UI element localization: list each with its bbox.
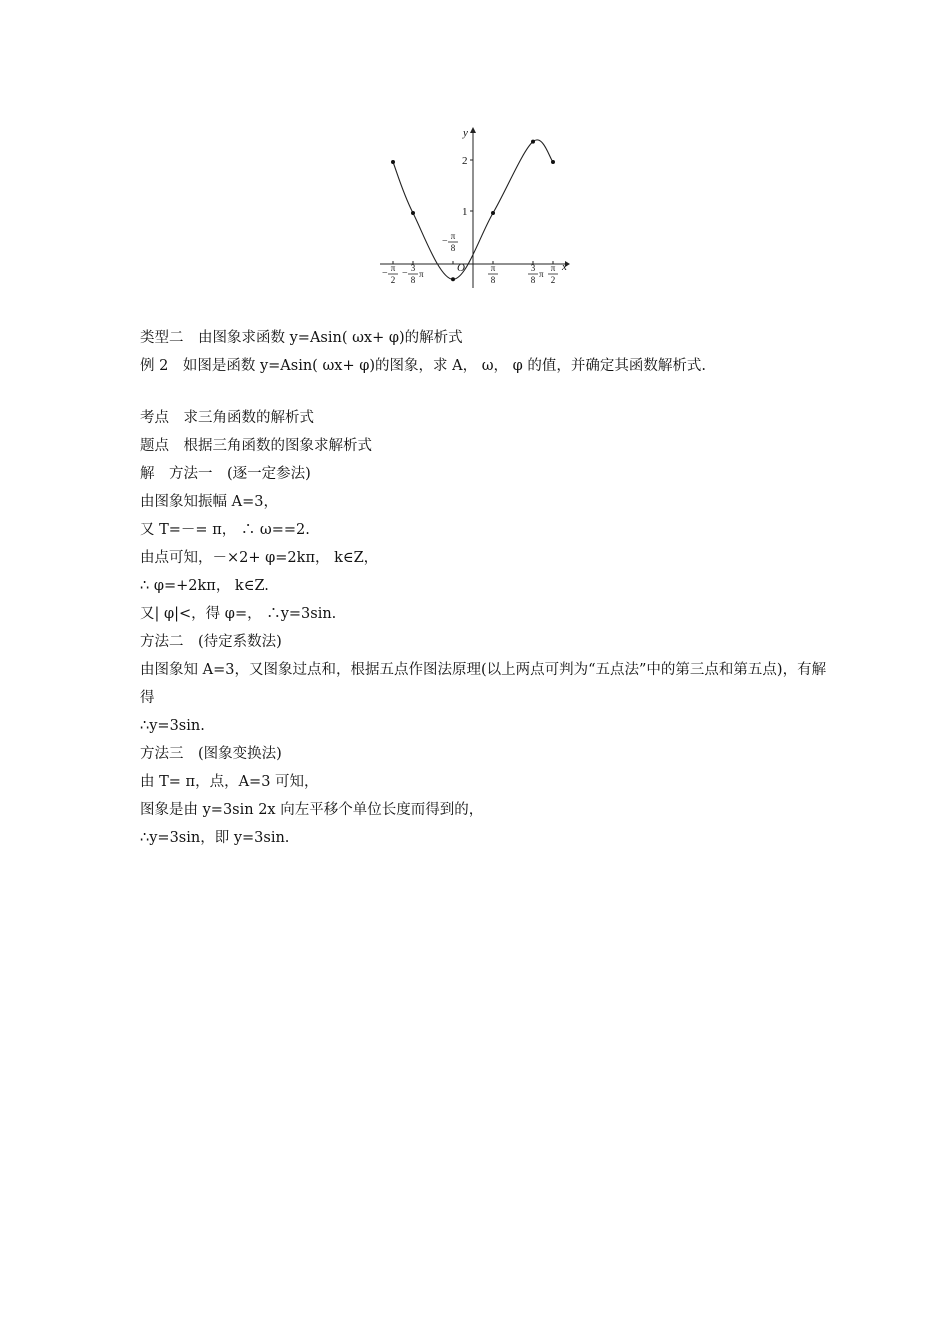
tick-numerator: 3 — [410, 263, 416, 273]
tick-numerator: π — [390, 263, 396, 273]
tick-suffix: π — [539, 269, 544, 279]
solution-line: 又 T=－= π， ∴ ω==2. — [140, 522, 310, 538]
x-axis-label: x — [562, 261, 567, 273]
section-title: 类型二 由图象求函数 y=Asin( ωx+ φ)的解析式 — [140, 330, 463, 346]
solution-line: 图象是由 y=3sin 2x 向左平移个单位长度而得到的， — [140, 802, 484, 818]
solution-method-2-header: 方法二 (待定系数法) — [140, 634, 282, 650]
curve-point — [411, 211, 415, 215]
tick-suffix: π — [419, 269, 424, 279]
curve-point — [451, 277, 455, 281]
x-tick-label — [548, 263, 558, 285]
x-tick-labels — [382, 231, 558, 285]
curve-point — [491, 211, 495, 215]
tick-denominator: 8 — [450, 243, 456, 253]
solution-line: 又| φ|<，得 φ=， ∴y=3sin. — [140, 606, 337, 622]
tick-sign: − — [382, 268, 388, 279]
example-question: 例 2 如图是函数 y=Asin( ωx+ φ)的图象，求 A， ω， φ 的值，并确定其函数解析式. — [140, 358, 707, 374]
kaodian-line: 考点 求三角函数的解析式 — [140, 410, 314, 426]
graph-svg — [370, 118, 585, 293]
solution-method-3-header: 方法三 (图象变换法) — [140, 746, 282, 762]
y-tick-label-1: 1 — [462, 206, 468, 218]
function-graph — [370, 118, 585, 293]
y-tick-label-2: 2 — [462, 155, 468, 167]
tick-sign: − — [402, 268, 408, 279]
solution-line: 由 T= π，点，A=3 可知， — [140, 774, 319, 790]
solution-line: 由图象知 A=3，又图象过点和，根据五点作图法原理(以上两点可判为“五点法”中的第三点和第五点)，有解得 — [140, 662, 827, 706]
x-tick-label — [442, 231, 458, 253]
tick-denominator: 8 — [410, 275, 416, 285]
x-tick-label — [528, 263, 544, 285]
tidian-line: 题点 根据三角函数的图象求解析式 — [140, 438, 372, 454]
solution-line: 由点可知，－×2+ φ=2kπ， k∈Z， — [140, 550, 379, 566]
curve-point — [531, 140, 535, 144]
solution-line: ∴y=3sin，即 y=3sin. — [140, 830, 290, 846]
y-axis-label: y — [463, 127, 468, 139]
tick-sign: − — [442, 236, 448, 247]
curve-point — [391, 160, 395, 164]
tick-denominator: 2 — [550, 275, 556, 285]
y-axis-arrow — [470, 127, 476, 133]
x-tick-label — [382, 263, 398, 285]
solution-line: ∴ φ=+2kπ， k∈Z. — [140, 578, 269, 594]
curve-point — [551, 160, 555, 164]
solution-line: ∴y=3sin. — [140, 718, 205, 734]
tick-numerator: π — [490, 263, 496, 273]
solution-method-1-header: 解 方法一 (逐一定参法) — [140, 466, 311, 482]
tick-denominator: 2 — [390, 275, 396, 285]
tick-numerator: 3 — [530, 263, 536, 273]
tick-numerator: π — [550, 263, 556, 273]
x-tick-label — [488, 263, 498, 285]
text-body — [140, 324, 830, 852]
origin-label: O — [457, 262, 465, 274]
tick-denominator: 8 — [490, 275, 496, 285]
tick-denominator: 8 — [530, 275, 536, 285]
x-tick-label — [402, 263, 424, 285]
blank-line — [140, 380, 830, 404]
solution-line: 由图象知振幅 A=3， — [140, 494, 278, 510]
tick-numerator: π — [450, 231, 456, 241]
